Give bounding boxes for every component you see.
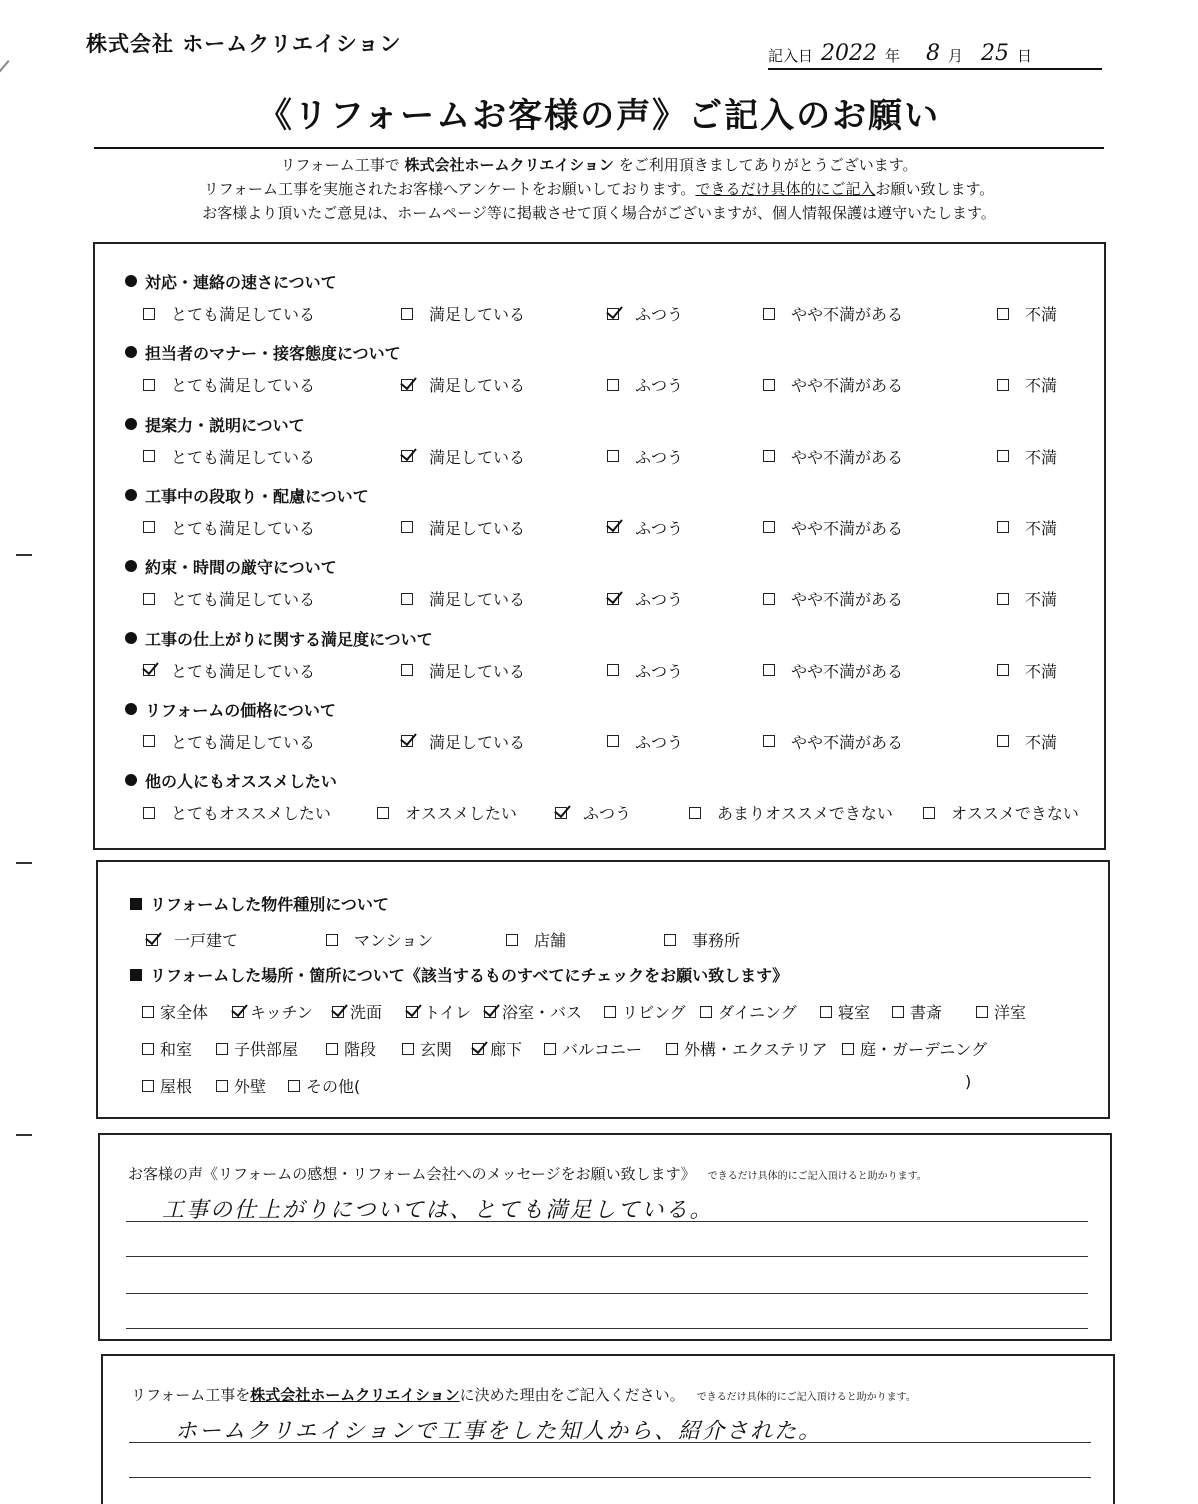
rating-option[interactable] [143,587,315,610]
checkbox[interactable] [401,735,413,747]
checkbox[interactable] [997,593,1009,605]
checkbox[interactable] [506,934,518,946]
place-label: 庭・ガーデニング [860,1040,988,1059]
checkbox[interactable] [143,593,155,605]
checkbox[interactable] [976,1006,988,1018]
option-label: とても満足している [171,376,316,396]
place-option[interactable] [666,1037,828,1060]
bullet-icon [125,774,137,786]
rating-option[interactable] [997,516,1057,539]
option-label: やや不満がある [791,732,904,752]
rating-option[interactable] [607,516,683,539]
company-name: 株式会社 ホームクリエイション [86,32,402,56]
bullet-icon [125,275,137,287]
place-label: 階段 [344,1040,377,1059]
checkbox[interactable] [326,934,338,946]
option-label: 事務所 [692,931,741,950]
rating-option[interactable] [997,659,1057,682]
place-label: バルコニー [562,1040,643,1059]
option-label: 不満 [1025,518,1058,538]
place-option[interactable] [842,1037,987,1060]
option-label: やや不満がある [791,590,904,610]
option-label: とても満足している [171,661,316,681]
question-title-text: 担当者のマナー・接客態度について [145,344,401,364]
place-label: リビング [622,1003,686,1022]
checkbox[interactable] [700,1006,712,1018]
checkbox[interactable] [997,735,1009,747]
checkbox[interactable] [997,308,1009,320]
writing-line [126,1256,1088,1257]
intro-line-2: リフォーム工事を実施されたお客様へアンケートをお願いしております。できるだけ具体的にご記入お願い致します。 [203,180,995,198]
checkbox[interactable] [763,521,775,533]
rating-option[interactable] [143,659,315,682]
question-title [125,484,369,507]
rating-option[interactable] [763,302,903,325]
checkbox[interactable] [666,1043,678,1055]
checkbox[interactable] [763,593,775,605]
option-label: ふつう [583,804,632,824]
rating-option[interactable] [607,730,683,753]
property-title: リフォームした物件種別について [130,892,389,915]
rating-option[interactable] [401,587,525,610]
option-label: 店舗 [534,931,567,950]
bullet-icon [125,489,137,501]
margin-mark [16,554,32,556]
checkbox[interactable] [232,1006,244,1018]
place-option[interactable] [472,1037,522,1060]
checkbox[interactable] [763,308,775,320]
option-label: マンション [354,931,434,950]
question-title-text: リフォームの価格について [145,700,336,720]
place-option[interactable] [332,1000,382,1023]
place-label: 玄関 [420,1040,453,1059]
option-label: やや不満がある [791,518,904,538]
rating-option[interactable] [401,659,525,682]
place-option[interactable] [604,1000,686,1023]
place-label: トイレ [424,1003,472,1022]
checkbox[interactable] [997,450,1009,462]
place-label: 廊下 [490,1040,523,1059]
place-label: 和室 [160,1040,193,1059]
option-label: 不満 [1025,305,1058,324]
checkbox[interactable] [406,1006,418,1018]
place-option[interactable] [406,1000,471,1023]
checkbox[interactable] [143,379,155,391]
checkbox[interactable] [997,664,1009,676]
checkbox[interactable] [763,664,775,676]
square-bullet-icon [130,969,142,981]
option-label: やや不満がある [791,376,904,396]
question-title-text: 工事中の段取り・配慮について [145,486,369,506]
checkbox[interactable] [923,807,935,819]
place-label: 浴室・バス [502,1003,583,1022]
rating-option[interactable] [997,730,1057,753]
reason-answer[interactable]: ホームクリエイションで工事をした知人から、紹介された。 [175,1419,823,1444]
intro-line-1: リフォーム工事で 株式会社ホームクリエイション をご利用頂きましてありがとうございます。 [280,156,918,174]
rating-option[interactable] [997,445,1057,468]
date-label: 記入日 [768,47,814,65]
checkbox[interactable] [664,934,676,946]
option-label: ふつう [635,305,684,324]
entry-date [768,38,1102,70]
option-label: ふつう [635,732,684,752]
bullet-icon [125,346,137,358]
page-title: 《リフォームお客様の声》ご記入のお願い [94,88,1104,149]
rating-option[interactable] [763,659,903,682]
checkbox[interactable] [401,521,413,533]
place-option[interactable] [892,1000,942,1023]
writing-line [126,1221,1088,1222]
question-title-text: 対応・連絡の速さについて [145,273,337,292]
bullet-icon [125,703,137,715]
margin-scratch-line [0,60,10,134]
checkbox[interactable] [892,1006,904,1018]
rating-option[interactable] [401,373,525,396]
place-option[interactable] [288,1074,360,1097]
checkbox[interactable] [555,807,567,819]
place-label: 屋根 [160,1077,193,1096]
checkbox[interactable] [143,735,155,747]
date-year-unit: 年 [885,47,901,65]
recommend-option[interactable] [143,801,331,824]
place-label: 外構・エクステリア [684,1040,828,1059]
rating-option[interactable] [143,373,315,396]
question-title [125,341,401,364]
reason-heading: リフォーム工事を株式会社ホームクリエイションに決めた理由をご記入ください。 できるだけ具体的にご記入頂けると助かります。 [131,1386,916,1404]
option-label: ふつう [635,661,684,681]
checkbox[interactable] [142,1006,154,1018]
other-close-paren: ) [965,1072,972,1091]
question-title-text: 他の人にもオススメしたい [145,772,337,792]
option-label: 満足している [429,732,526,752]
checkbox[interactable] [689,807,701,819]
option-label: 一戸建て [174,931,239,950]
checkbox[interactable] [143,308,155,320]
option-label: 不満 [1025,732,1058,752]
checkbox[interactable] [763,379,775,391]
rating-option[interactable] [401,730,525,753]
place-label: 家全体 [160,1003,209,1022]
rating-option[interactable] [143,730,315,753]
checkbox[interactable] [763,450,775,462]
option-label: 不満 [1025,376,1058,396]
rating-option[interactable] [607,373,683,396]
place-option[interactable] [142,1037,192,1060]
checkbox[interactable] [607,521,619,533]
writing-line [129,1442,1091,1443]
date-month[interactable]: 8 [926,41,941,66]
option-label: 満足している [429,590,526,610]
place-option[interactable] [484,1000,582,1023]
question-title-text: 約束・時間の厳守について [145,558,337,578]
bullet-icon [125,418,137,430]
checkbox[interactable] [401,379,413,391]
customer-voice-section [98,1133,1112,1341]
rating-option[interactable] [607,445,683,468]
property-option[interactable] [506,928,566,951]
rating-option[interactable] [763,516,903,539]
square-bullet-icon [130,898,142,910]
recommend-option[interactable] [923,801,1079,824]
checkbox[interactable] [401,308,413,320]
checkbox[interactable] [997,379,1009,391]
place-label: その他( [306,1077,361,1096]
place-label: 書斎 [910,1003,943,1022]
option-label: とても満足している [171,590,316,610]
option-label: とても満足している [171,447,316,467]
rating-option[interactable] [143,445,315,468]
option-label: やや不満がある [791,447,904,467]
voice-heading: お客様の声《リフォームの感想・リフォーム会社へのメッセージをお願い致します》 できるだけ具体的にご記入頂けると助かります。 [128,1165,927,1183]
rating-option[interactable] [401,516,525,539]
bullet-icon [125,632,137,644]
question-title [125,698,336,721]
option-label: とてもオススメしたい [171,804,331,824]
place-option[interactable] [700,1000,797,1023]
checkbox[interactable] [472,1043,484,1055]
place-option[interactable] [326,1037,376,1060]
property-option[interactable] [664,928,740,951]
rating-option[interactable] [607,587,683,610]
margin-mark [16,1134,32,1136]
checkbox[interactable] [143,521,155,533]
question-title [125,769,337,792]
checkbox[interactable] [288,1080,300,1092]
writing-line [126,1328,1088,1329]
question-title [125,270,337,293]
place-label: 寝室 [838,1003,871,1022]
option-label: 満足している [429,447,526,467]
place-option[interactable] [402,1037,452,1060]
checkbox[interactable] [216,1080,228,1092]
checkbox[interactable] [604,1006,616,1018]
option-label: 満足している [429,305,526,324]
voice-answer[interactable]: 工事の仕上がりについては、とても満足している。 [162,1198,714,1223]
bullet-icon [125,560,137,572]
rating-option[interactable] [763,730,903,753]
checkbox[interactable] [997,521,1009,533]
question-title [125,555,337,578]
option-label: オススメできない [951,804,1079,824]
question-title-text: 提案力・説明について [145,415,305,435]
option-label: とても満足している [171,518,316,538]
date-month-unit: 月 [948,47,964,65]
place-option[interactable] [142,1074,192,1097]
option-label: ふつう [635,447,684,467]
option-label: 不満 [1025,590,1058,610]
option-label: あまりオススメできない [717,804,893,824]
rating-option[interactable] [763,445,903,468]
checkbox[interactable] [332,1006,344,1018]
recommend-option[interactable] [377,801,517,824]
option-label: ふつう [635,590,684,610]
checkbox[interactable] [820,1006,832,1018]
checkbox[interactable] [607,593,619,605]
recommend-option[interactable] [689,801,893,824]
option-label: ふつう [635,376,684,396]
date-day-unit: 日 [1017,47,1033,65]
intro-line-3: お客様より頂いたご意見は、ホームページ等に掲載させて頂く場合がございますが、個人情報保護は遵守いたします。 [202,204,996,222]
place-option[interactable] [216,1037,298,1060]
rating-option[interactable] [997,302,1057,325]
option-label: 満足している [429,376,526,396]
satisfaction-section [93,242,1106,850]
recommend-option[interactable] [555,801,631,824]
checkbox[interactable] [763,735,775,747]
writing-line [126,1293,1088,1294]
checkbox[interactable] [607,735,619,747]
option-label: 不満 [1025,661,1058,681]
option-label: ふつう [635,518,684,538]
option-label: オススメしたい [405,804,517,824]
date-year[interactable]: 2022 [821,41,878,66]
checkbox[interactable] [377,807,389,819]
place-label: 洗面 [350,1003,383,1022]
checkbox[interactable] [216,1043,228,1055]
rating-option[interactable] [997,587,1057,610]
rating-option[interactable] [607,302,683,325]
place-option[interactable] [232,1000,313,1023]
checkbox[interactable] [146,934,158,946]
checkbox[interactable] [402,1043,414,1055]
rating-option[interactable] [763,373,903,396]
checkbox[interactable] [607,308,619,320]
checkbox[interactable] [143,450,155,462]
place-label: 洋室 [994,1003,1027,1022]
property-section [96,860,1110,1119]
rating-option[interactable] [607,659,683,682]
checkbox[interactable] [401,664,413,676]
place-label: 子供部屋 [234,1040,299,1059]
rating-option[interactable] [401,445,525,468]
checkbox[interactable] [607,379,619,391]
checkbox[interactable] [401,450,413,462]
option-label: やや不満がある [791,305,904,324]
place-option[interactable] [142,1000,208,1023]
place-option[interactable] [976,1000,1026,1023]
checkbox[interactable] [607,450,619,462]
option-label: 不満 [1025,447,1058,467]
option-label: やや不満がある [791,661,904,681]
places-title: リフォームした場所・箇所について《該当するものすべてにチェックをお願い致します》 [130,963,788,986]
checkbox[interactable] [142,1043,154,1055]
intro-text [94,153,1104,225]
checkbox[interactable] [484,1006,496,1018]
place-option[interactable] [820,1000,870,1023]
margin-mark [16,862,32,864]
property-option[interactable] [146,928,238,951]
property-option[interactable] [326,928,433,951]
checkbox[interactable] [143,664,155,676]
question-title [125,413,305,436]
checkbox[interactable] [607,664,619,676]
checkbox[interactable] [401,593,413,605]
place-label: 外壁 [234,1077,267,1096]
checkbox[interactable] [142,1080,154,1092]
question-title [125,627,433,650]
checkbox[interactable] [544,1043,556,1055]
checkbox[interactable] [326,1043,338,1055]
date-day[interactable]: 25 [981,41,1010,66]
rating-option[interactable] [143,516,315,539]
option-label: とても満足している [171,305,316,324]
writing-line [129,1477,1091,1478]
checkbox[interactable] [842,1043,854,1055]
reason-section [101,1354,1115,1504]
rating-option[interactable] [143,302,315,325]
rating-option[interactable] [401,302,525,325]
option-label: 満足している [429,661,526,681]
place-option[interactable] [544,1037,642,1060]
option-label: 満足している [429,518,526,538]
option-label: とても満足している [171,732,316,752]
place-label: ダイニング [718,1003,797,1022]
checkbox[interactable] [143,807,155,819]
question-title-text: 工事の仕上がりに関する満足度について [145,629,433,649]
place-label: キッチン [250,1003,313,1022]
rating-option[interactable] [763,587,903,610]
rating-option[interactable] [997,373,1057,396]
place-option[interactable] [216,1074,266,1097]
